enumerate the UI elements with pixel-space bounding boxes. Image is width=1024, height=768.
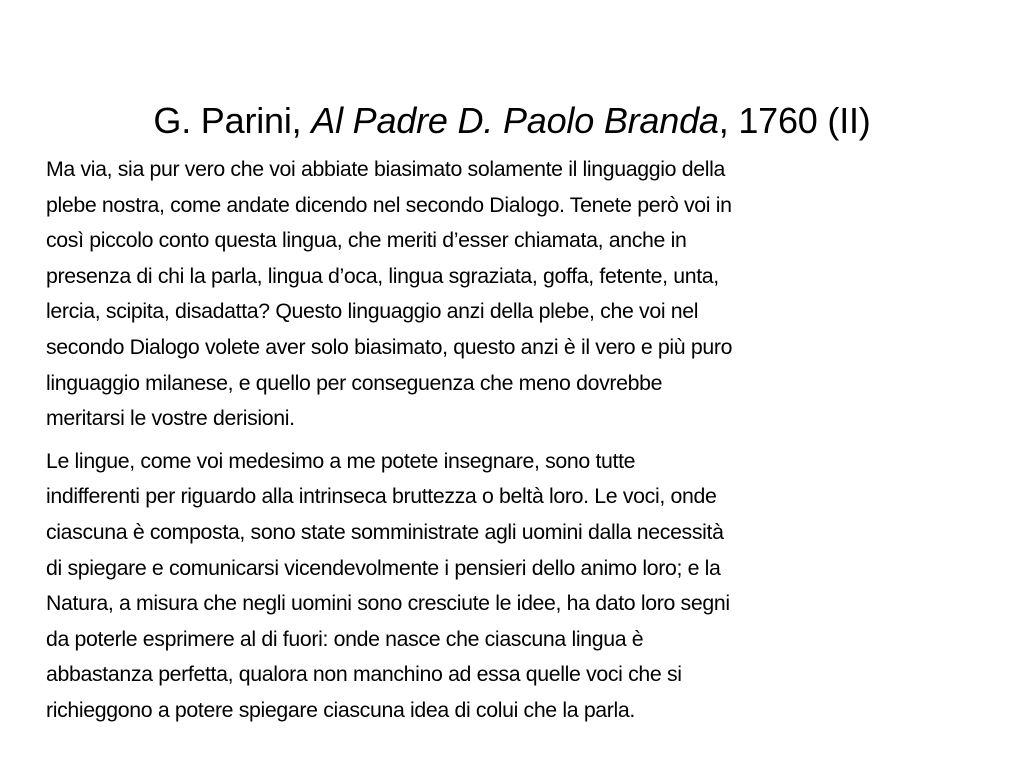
text-line: presenza di chi la parla, lingua d’oca, lingua sgraziata, goffa, fetente, unta, [46, 263, 719, 288]
text-line: da poterle esprimere al di fuori: onde nasce che ciascuna lingua è [46, 626, 644, 651]
paragraph-1 [46, 152, 978, 437]
text-line: linguaggio milanese, e quello per conseguenza che meno dovrebbe [46, 370, 663, 395]
text-line: plebe nostra, come andate dicendo nel secondo Dialogo. Tenete però voi in [46, 192, 732, 217]
title-work: Al Padre D. Paolo Branda [311, 100, 719, 142]
text-line: abbastanza perfetta, qualora non manchino ad essa quelle voci che si [46, 662, 682, 687]
text-line: richieggono a potere spiegare ciascuna idea di colui che la parla. [46, 697, 635, 722]
paragraph-2 [46, 444, 978, 729]
text-line: Natura, a misura che negli uomini sono cresciute le idee, ha dato loro segni [46, 591, 730, 616]
text-line: lercia, scipita, disadatta? Questo linguaggio anzi della plebe, che voi nel [46, 299, 699, 324]
title-author: G. Parini, [153, 100, 312, 142]
text-line: di spiegare e comunicarsi vicendevolmente i pensieri dello animo loro; e la [46, 555, 721, 580]
slide-body [46, 152, 978, 729]
text-line: Ma via, sia pur vero che voi abbiate biasimato solamente il linguaggio della [46, 157, 725, 181]
text-line: meritarsi le vostre derisioni. [46, 406, 295, 431]
text-line: Le lingue, come voi medesimo a me potete insegnare, sono tutte [46, 448, 636, 473]
text-line: secondo Dialogo volete aver solo biasimato, questo anzi è il vero e più puro [46, 334, 733, 359]
slide-title [40, 98, 984, 144]
text-line: ciascuna è composta, sono state somministrate agli uomini dalla necessità [46, 519, 724, 544]
text-line: indifferenti per riguardo alla intrinseca bruttezza o beltà loro. Le voci, onde [46, 484, 717, 509]
title-date: , 1760 (II) [718, 100, 871, 142]
text-line: così piccolo conto questa lingua, che meriti d’esser chiamata, anche in [46, 228, 687, 253]
